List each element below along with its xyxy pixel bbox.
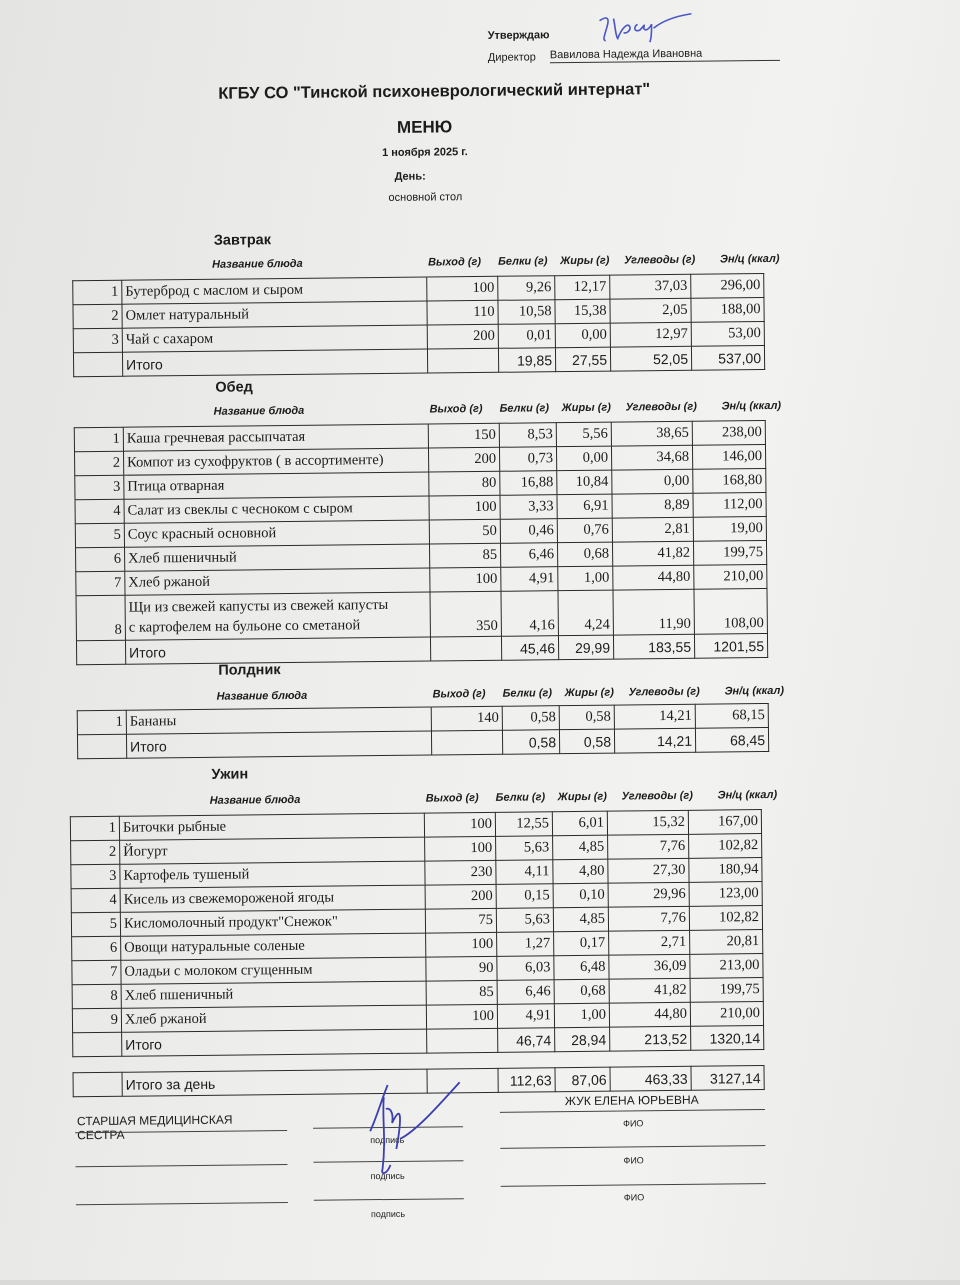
organization-title: КГБУ СО "Тинской психоневрологический интернат" bbox=[218, 80, 651, 103]
proteins-cell: 5,63 bbox=[496, 908, 553, 933]
dish-name bbox=[120, 909, 425, 936]
column-header-energy: Эн/ц (ккал) bbox=[719, 252, 780, 266]
carbs-cell: 15,32 bbox=[607, 810, 688, 835]
carbs-cell: 37,03 bbox=[610, 274, 691, 299]
fats-cell: 4,80 bbox=[553, 859, 608, 884]
column-header-output: Выход (г) bbox=[429, 402, 483, 416]
energy-cell: 213,00 bbox=[690, 954, 763, 979]
energy-cell: 108,00 bbox=[694, 588, 767, 634]
fats-cell: 0,76 bbox=[557, 518, 612, 543]
position-line-3 bbox=[76, 1202, 288, 1205]
dish-name bbox=[119, 813, 424, 840]
column-header-energy: Эн/ц (ккал) bbox=[721, 399, 782, 413]
total-label: Итого bbox=[122, 349, 427, 376]
column-header-energy: Эн/ц (ккал) bbox=[724, 684, 785, 698]
fats-cell: 4,24 bbox=[558, 590, 613, 636]
energy-cell: 68,45 bbox=[695, 727, 768, 752]
row-index: 7 bbox=[76, 571, 125, 596]
dish-name bbox=[125, 592, 430, 640]
fats-cell: 0,00 bbox=[555, 323, 610, 348]
fats-cell: 27,55 bbox=[555, 347, 610, 372]
row-index bbox=[77, 734, 126, 759]
carbs-cell: 14,21 bbox=[614, 704, 695, 729]
energy-cell: 199,75 bbox=[690, 978, 763, 1003]
dish-name bbox=[121, 1005, 426, 1032]
fio-line-3 bbox=[501, 1183, 766, 1187]
output-cell: 100 bbox=[430, 567, 501, 592]
fio-caption-2: ФИО bbox=[623, 1155, 644, 1166]
column-header-proteins: Белки (г) bbox=[497, 255, 548, 268]
fats-cell: 6,48 bbox=[554, 955, 609, 980]
row-index: 2 bbox=[73, 304, 122, 329]
energy-cell: 146,00 bbox=[692, 444, 765, 469]
output-cell bbox=[427, 348, 498, 373]
dish-name bbox=[123, 424, 428, 451]
row-index: 1 bbox=[70, 816, 119, 841]
column-header-fats: Жиры (г) bbox=[561, 401, 611, 415]
fats-cell: 1,00 bbox=[558, 566, 613, 591]
carbs-cell: 14,21 bbox=[614, 728, 695, 753]
column-header-fats: Жиры (г) bbox=[559, 254, 610, 268]
dish-name-text: Хлеб пшеничный bbox=[124, 986, 234, 1004]
dish-name-line1: Щи из свежей капусты из свежей капусты bbox=[128, 596, 389, 616]
output-cell: 200 bbox=[427, 324, 498, 349]
column-header-fats: Жиры (г) bbox=[557, 790, 608, 804]
fats-cell: 0,00 bbox=[556, 446, 611, 471]
energy-cell: 1201,55 bbox=[694, 633, 767, 658]
energy-cell: 1320,14 bbox=[691, 1026, 764, 1051]
proteins-cell: 6,03 bbox=[497, 956, 554, 981]
proteins-cell: 6,46 bbox=[497, 980, 554, 1005]
signature-caption-2: подпись bbox=[370, 1170, 405, 1182]
carbs-cell: 8,89 bbox=[612, 493, 693, 518]
row-index: 1 bbox=[73, 280, 122, 305]
output-cell: 100 bbox=[427, 276, 498, 301]
proteins-cell: 19,85 bbox=[498, 348, 555, 373]
dish-name bbox=[120, 885, 425, 912]
carbs-cell: 7,76 bbox=[608, 906, 689, 931]
signature-caption-1: подпись bbox=[370, 1134, 405, 1146]
row-index: 3 bbox=[73, 328, 122, 353]
day-total-label: Итого за день bbox=[122, 1069, 427, 1096]
dish-name bbox=[121, 981, 426, 1008]
energy-cell: 210,00 bbox=[690, 1002, 763, 1027]
output-cell bbox=[430, 636, 501, 661]
dish-name-text: Оладьи с молоком сгущенным bbox=[124, 961, 313, 980]
total-label: Итого bbox=[125, 637, 430, 664]
row-index: 3 bbox=[75, 475, 124, 500]
column-header-carbs: Углеводы (г) bbox=[623, 253, 696, 267]
dish-name-text: Хлеб пшеничный bbox=[128, 549, 237, 567]
dish-name bbox=[126, 707, 431, 734]
carbs-cell: 41,82 bbox=[612, 541, 693, 566]
proteins-cell: 4,16 bbox=[501, 591, 558, 637]
page-title: МЕНЮ bbox=[396, 117, 453, 137]
carbs-cell: 463,33 bbox=[610, 1066, 691, 1091]
fats-cell: 6,01 bbox=[552, 811, 607, 836]
proteins-cell: 0,46 bbox=[500, 519, 557, 544]
section-title: Полдник bbox=[218, 662, 281, 679]
row-index: 9 bbox=[72, 1008, 121, 1033]
dish-name-text: Картофель тушеный bbox=[123, 866, 250, 884]
signer-position bbox=[77, 1113, 233, 1143]
dish-name-text: Хлеб ржаной bbox=[124, 1010, 207, 1028]
signer-fio: ЖУК ЕЛЕНА ЮРЬЕВНА bbox=[564, 1092, 699, 1109]
fio-line-2 bbox=[500, 1145, 765, 1149]
energy-cell: 53,00 bbox=[691, 322, 764, 347]
energy-cell: 19,00 bbox=[693, 516, 766, 541]
output-cell: 100 bbox=[425, 836, 496, 861]
carbs-cell: 52,05 bbox=[610, 346, 691, 371]
output-cell: 75 bbox=[425, 908, 496, 933]
column-header-output: Выход (г) bbox=[425, 792, 479, 805]
dish-name bbox=[125, 544, 430, 571]
carbs-cell: 29,96 bbox=[608, 882, 689, 907]
fats-cell: 10,84 bbox=[557, 470, 612, 495]
output-cell: 85 bbox=[429, 543, 500, 568]
energy-cell: 3127,14 bbox=[691, 1066, 764, 1091]
dish-name bbox=[122, 325, 427, 352]
fio-line-1 bbox=[500, 1109, 765, 1113]
output-cell: 85 bbox=[426, 980, 497, 1005]
row-index: 1 bbox=[74, 427, 123, 452]
row-index: 4 bbox=[75, 499, 124, 524]
energy-cell: 68,15 bbox=[695, 703, 768, 728]
proteins-cell: 0,73 bbox=[499, 447, 556, 472]
energy-cell: 238,00 bbox=[692, 421, 765, 446]
total-label: Итого bbox=[126, 731, 431, 758]
fats-cell: 0,10 bbox=[553, 883, 608, 908]
row-index: 8 bbox=[72, 984, 121, 1009]
dish-name bbox=[124, 520, 429, 547]
carbs-cell: 44,80 bbox=[609, 1002, 690, 1027]
proteins-cell: 4,91 bbox=[497, 1004, 554, 1029]
energy-cell: 199,75 bbox=[693, 540, 766, 565]
row-index: 8 bbox=[76, 595, 125, 641]
column-header-carbs: Углеводы (г) bbox=[621, 789, 693, 803]
fats-cell: 28,94 bbox=[555, 1027, 610, 1052]
energy-cell: 210,00 bbox=[694, 564, 767, 589]
proteins-cell: 46,74 bbox=[498, 1028, 555, 1053]
output-cell: 230 bbox=[425, 860, 496, 885]
row-index: 6 bbox=[76, 547, 125, 572]
proteins-cell: 1,27 bbox=[497, 932, 554, 957]
dish-name bbox=[125, 568, 430, 595]
dish-name bbox=[122, 277, 427, 304]
section-title: Ужин bbox=[211, 766, 249, 783]
energy-cell: 102,82 bbox=[689, 906, 762, 931]
column-header-carbs: Углеводы (г) bbox=[628, 685, 700, 699]
menu-table bbox=[70, 809, 764, 1057]
signature-line-3 bbox=[314, 1198, 464, 1201]
row-index bbox=[76, 640, 125, 665]
energy-cell: 112,00 bbox=[693, 492, 766, 517]
fats-cell: 0,68 bbox=[557, 542, 612, 567]
row-index: 2 bbox=[71, 840, 120, 865]
fats-cell: 29,99 bbox=[558, 635, 613, 660]
column-header-name: Название блюда bbox=[209, 793, 301, 807]
carbs-cell: 44,80 bbox=[613, 565, 694, 590]
column-header-proteins: Белки (г) bbox=[502, 687, 553, 700]
proteins-cell: 3,33 bbox=[500, 495, 557, 520]
carbs-cell: 12,97 bbox=[610, 322, 691, 347]
carbs-cell: 2,05 bbox=[610, 298, 691, 323]
output-cell: 90 bbox=[426, 956, 497, 981]
dish-name bbox=[120, 837, 425, 864]
proteins-cell: 0,01 bbox=[498, 324, 555, 349]
row-index bbox=[73, 1032, 122, 1057]
output-cell: 100 bbox=[426, 1004, 497, 1029]
output-cell bbox=[427, 1028, 498, 1053]
dish-name bbox=[124, 496, 429, 523]
proteins-cell: 45,46 bbox=[501, 636, 558, 661]
row-index: 6 bbox=[72, 936, 121, 961]
menu-table bbox=[77, 703, 769, 759]
row-index: 5 bbox=[75, 523, 124, 548]
day-label: День: bbox=[394, 170, 426, 183]
signature-caption-3: подпись bbox=[370, 1208, 406, 1220]
index-cell bbox=[73, 1072, 122, 1097]
dish-name-text: Бутерброд с маслом и сыром bbox=[125, 281, 304, 300]
director-name: Вавилова Надежда Ивановна bbox=[550, 47, 780, 63]
menu-date: 1 ноября 2025 г. bbox=[381, 146, 468, 159]
proteins-cell: 8,53 bbox=[499, 423, 556, 448]
dish-name-text: Птица отварная bbox=[127, 477, 225, 495]
total-label: Итого bbox=[122, 1029, 427, 1056]
fats-cell: 12,17 bbox=[555, 275, 610, 300]
column-header-proteins: Белки (г) bbox=[495, 791, 546, 804]
carbs-cell: 183,55 bbox=[613, 634, 694, 659]
fats-cell: 5,56 bbox=[556, 422, 611, 447]
dish-name-line2: с картофелем на бульоне со сметаной bbox=[128, 617, 361, 636]
dish-name bbox=[121, 957, 426, 984]
energy-cell: 123,00 bbox=[689, 882, 762, 907]
column-header-name: Название блюда bbox=[216, 689, 308, 703]
proteins-cell: 12,55 bbox=[495, 812, 552, 837]
fats-cell: 15,38 bbox=[555, 299, 610, 324]
approve-label: Утверждаю bbox=[487, 29, 550, 42]
menu-table bbox=[72, 273, 765, 377]
carbs-cell: 38,65 bbox=[611, 421, 692, 446]
fats-cell: 0,58 bbox=[559, 729, 614, 754]
output-cell: 80 bbox=[429, 471, 500, 496]
dish-name-text: Хлеб ржаной bbox=[128, 573, 211, 591]
carbs-cell: 34,68 bbox=[611, 445, 692, 470]
output-cell: 150 bbox=[428, 423, 499, 448]
carbs-cell: 11,90 bbox=[613, 589, 694, 635]
energy-cell: 168,80 bbox=[693, 468, 766, 493]
proteins-cell: 4,11 bbox=[496, 860, 553, 885]
carbs-cell: 7,76 bbox=[608, 834, 689, 859]
dish-name bbox=[124, 448, 429, 475]
fio-caption-3: ФИО bbox=[623, 1192, 645, 1203]
output-cell: 350 bbox=[430, 591, 501, 637]
fats-cell: 0,58 bbox=[559, 705, 614, 730]
output-cell bbox=[431, 730, 502, 755]
proteins-cell: 5,63 bbox=[496, 836, 553, 861]
dish-name bbox=[121, 933, 426, 960]
carbs-cell: 41,82 bbox=[609, 978, 690, 1003]
director-signature-icon bbox=[593, 10, 693, 47]
row-index: 4 bbox=[71, 888, 120, 913]
proteins-cell: 4,91 bbox=[501, 567, 558, 592]
fats-cell: 87,06 bbox=[555, 1067, 610, 1092]
proteins-cell: 0,58 bbox=[502, 730, 559, 755]
director-label: Директор bbox=[487, 51, 536, 64]
carbs-cell: 213,52 bbox=[610, 1026, 691, 1051]
energy-cell: 180,94 bbox=[689, 858, 762, 883]
column-header-name: Название блюда bbox=[213, 404, 305, 418]
dish-name-text: Овощи натуральные соленые bbox=[124, 937, 305, 956]
energy-cell: 167,00 bbox=[688, 810, 761, 835]
proteins-cell: 10,58 bbox=[498, 300, 555, 325]
row-index: 5 bbox=[71, 912, 120, 937]
column-header-energy: Эн/ц (ккал) bbox=[717, 788, 778, 802]
dish-name-text: Йогурт bbox=[123, 843, 168, 860]
column-header-fats: Жиры (г) bbox=[564, 686, 614, 700]
output-cell: 200 bbox=[425, 884, 496, 909]
carbs-cell: 2,71 bbox=[609, 930, 690, 955]
proteins-cell: 0,15 bbox=[496, 884, 553, 909]
output-cell: 100 bbox=[424, 812, 495, 837]
energy-cell: 537,00 bbox=[691, 346, 764, 371]
energy-cell: 296,00 bbox=[691, 274, 764, 299]
proteins-cell: 0,58 bbox=[502, 706, 559, 731]
dish-name-text: Биточки рыбные bbox=[122, 818, 227, 836]
row-index: 7 bbox=[72, 960, 121, 985]
carbs-cell: 27,30 bbox=[608, 858, 689, 883]
fats-cell: 0,68 bbox=[554, 979, 609, 1004]
output-cell: 100 bbox=[426, 932, 497, 957]
dish-name bbox=[124, 472, 429, 499]
carbs-cell: 2,81 bbox=[612, 517, 693, 542]
dish-name-text: Салат из свеклы с чесноком с сыром bbox=[127, 500, 353, 519]
energy-cell: 102,82 bbox=[689, 834, 762, 859]
proteins-cell: 16,88 bbox=[500, 471, 557, 496]
carbs-cell: 0,00 bbox=[612, 469, 693, 494]
position-line-2 bbox=[75, 1164, 287, 1167]
signer-position-line2: СЕСТРА bbox=[77, 1127, 125, 1143]
column-header-output: Выход (г) bbox=[427, 255, 482, 269]
fats-cell: 1,00 bbox=[554, 1003, 609, 1028]
fats-cell: 6,91 bbox=[557, 494, 612, 519]
column-header-proteins: Белки (г) bbox=[499, 402, 550, 415]
fats-cell: 4,85 bbox=[553, 835, 608, 860]
proteins-cell: 112,63 bbox=[498, 1068, 555, 1093]
output-cell: 140 bbox=[431, 706, 502, 731]
output-cell: 100 bbox=[429, 495, 500, 520]
dish-name bbox=[120, 861, 425, 888]
row-index: 3 bbox=[71, 864, 120, 889]
dish-name-text: Компот из сухофруктов ( в ассортименте) bbox=[127, 452, 384, 471]
dish-name-text: Чай с сахаром bbox=[125, 330, 214, 348]
dish-name-text: Каша гречневая рассыпчатая bbox=[126, 428, 306, 447]
fats-cell: 4,85 bbox=[553, 907, 608, 932]
row-index: 1 bbox=[77, 710, 126, 735]
signer-position-line1: СТАРШАЯ МЕДИЦИНСКАЯ bbox=[76, 1112, 233, 1129]
fio-caption-1: ФИО bbox=[623, 1118, 644, 1129]
energy-cell: 20,81 bbox=[690, 930, 763, 955]
energy-cell: 188,00 bbox=[691, 298, 764, 323]
output-cell: 50 bbox=[429, 519, 500, 544]
fats-cell: 0,17 bbox=[554, 931, 609, 956]
dish-name-text: Соус красный основной bbox=[127, 525, 277, 543]
row-index bbox=[73, 352, 122, 377]
nurse-signature-icon bbox=[360, 1078, 471, 1182]
column-header-name: Название блюда bbox=[211, 257, 303, 271]
table-row bbox=[76, 588, 767, 640]
column-header-output: Выход (г) bbox=[432, 687, 486, 701]
table-kind: основной стол bbox=[388, 191, 463, 204]
dish-name-text: Бананы bbox=[129, 713, 177, 730]
section-title: Обед bbox=[215, 379, 253, 396]
section-title: Завтрак bbox=[213, 232, 272, 249]
carbs-cell: 36,09 bbox=[609, 954, 690, 979]
dish-name-text: Кисель из свежемороженой ягоды bbox=[123, 889, 335, 908]
proteins-cell: 9,26 bbox=[498, 276, 555, 301]
dish-name-text: Кисломолочный продукт"Снежок" bbox=[123, 913, 338, 932]
output-cell: 110 bbox=[427, 300, 498, 325]
menu-table bbox=[74, 420, 768, 665]
dish-name bbox=[122, 301, 427, 328]
column-header-carbs: Углеводы (г) bbox=[625, 400, 697, 414]
output-cell: 200 bbox=[428, 447, 499, 472]
dish-name-text: Омлет натуральный bbox=[125, 306, 250, 324]
row-index: 2 bbox=[75, 451, 124, 476]
proteins-cell: 6,46 bbox=[500, 543, 557, 568]
